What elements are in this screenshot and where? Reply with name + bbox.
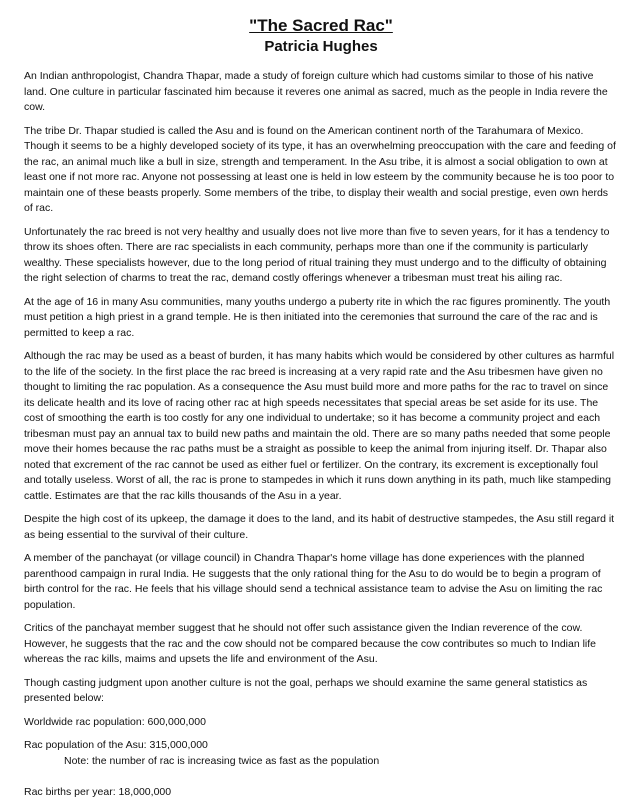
document-title: "The Sacred Rac" xyxy=(249,16,393,35)
paragraph-puberty-rite: At the age of 16 in many Asu communities, many youths undergo a puberty rite in which the rac figures prominently. The youth must petition a high priest in a grand temple. He is then initiated into the ceremonies that surround the care of the rac and is permitted to keep a rac. xyxy=(24,295,611,339)
paragraph-rac-habits: Although the rac may be used as a beast of burden, it has many habits which would be considered by other cultures as harmful to the life of the society. In the first place the rac breed is increasing at a very rapid rate and the Asu tribesmen have given no thought to limiting the rac population. As a consequence the Asu must build more and more paths for the rac to travel on since its delicate health and its love of racing other rac at high speeds necessitates that special areas be set aside for its use. The cost of smoothing the earth is too costly for any one individual to undertake; so it has become a community project and each tribesman must pay an annual tax to build new paths and maintain the old. There are so many paths needed that some people move their homes because the rac paths must be a straight as possible to keep the animal from injuring itself. Dr. Thapar also noted that excrement of the rac cannot be used as either fuel or fertilizer. On the contrary, its excrement is exceptionally foul and totally useless. Worst of all, the rac is prone to stampedes in which it runs down anything in its path, much like stampeding cattle. Estimates are that the rac kills thousands of the Asu in a year. xyxy=(24,350,615,502)
paragraph-rac-health: Unfortunately the rac breed is not very healthy and usually does not live more than five to seven years, for it has a tendency to throw its shoes often. There are rac specialists in each community, perhaps more than one if the community is particularly wealthy. These specialists however, due to the long period of ritual training they must undergo and to the difficulty of obtaining the right selection of charms to treat the rac, demand costly offerings whenever a tribesman must treat his ailing rac. xyxy=(24,225,610,284)
stat-births-per-year: Rac births per year: 18,000,000 xyxy=(24,786,172,798)
stat-worldwide-population: Worldwide rac population: 600,000,000 xyxy=(24,715,206,728)
paragraph-asu-tribe: The tribe Dr. Thapar studied is called the Asu and is found on the American continent north of the Tarahumara of Mexico. Though it seems to be a highly developed society of its type, it has an overwhelming preoccupation with the care and feeding of the rac, an animal much like a bull in size, strength and temperament. In the Asu tribe, it is almost a social obligation to own at least one if not more rac. Anyone not possessing at least one is held in low esteem by the community because he is too poor to maintain one of these beasts properly. Some members of the tribe, to display their wealth and social prestige, even own herds of rac. xyxy=(24,124,616,214)
paragraph-upkeep: Despite the high cost of its upkeep, the damage it does to the land, and its habit of destructive stampedes, the Asu still regard it as being essential to the survival of their culture. xyxy=(24,513,615,541)
stat-note: Note: the number of rac is increasing twice as fast as the population xyxy=(64,754,380,767)
paragraph-panchayat: A member of the panchayat (or village council) in Chandra Thapar's home village has done experiences with the planned parenthood campaign in rural India. He suggests that the only rational thing for the Asu to do would be to begin a program of birth control for the rac. He feels that his village should send a technical assistance team to advise the Asu on limiting the rac population. xyxy=(24,552,603,611)
paragraph-intro: An Indian anthropologist, Chandra Thapar, made a study of foreign culture which had customs similar to those of his native land. One culture in particular fascinated him because it reveres one animal as sacred, much as the people in India revere the cow. xyxy=(24,70,608,113)
paragraph-statistics-intro: Though casting judgment upon another culture is not the goal, perhaps we should examine the same general statistics as presented below: xyxy=(24,676,588,704)
document-author: Patricia Hughes xyxy=(264,38,378,55)
paragraph-critics: Critics of the panchayat member suggest that he should not offer such assistance given the Indian reverence of the cow. However, he suggests that the rac and the cow should not be compared because the cow contributes so much to Indian life whereas the rac kills, maims and upsets the life and environment of the Asu. xyxy=(24,622,597,665)
stat-asu-population: Rac population of the Asu: 315,000,000 xyxy=(24,739,208,751)
